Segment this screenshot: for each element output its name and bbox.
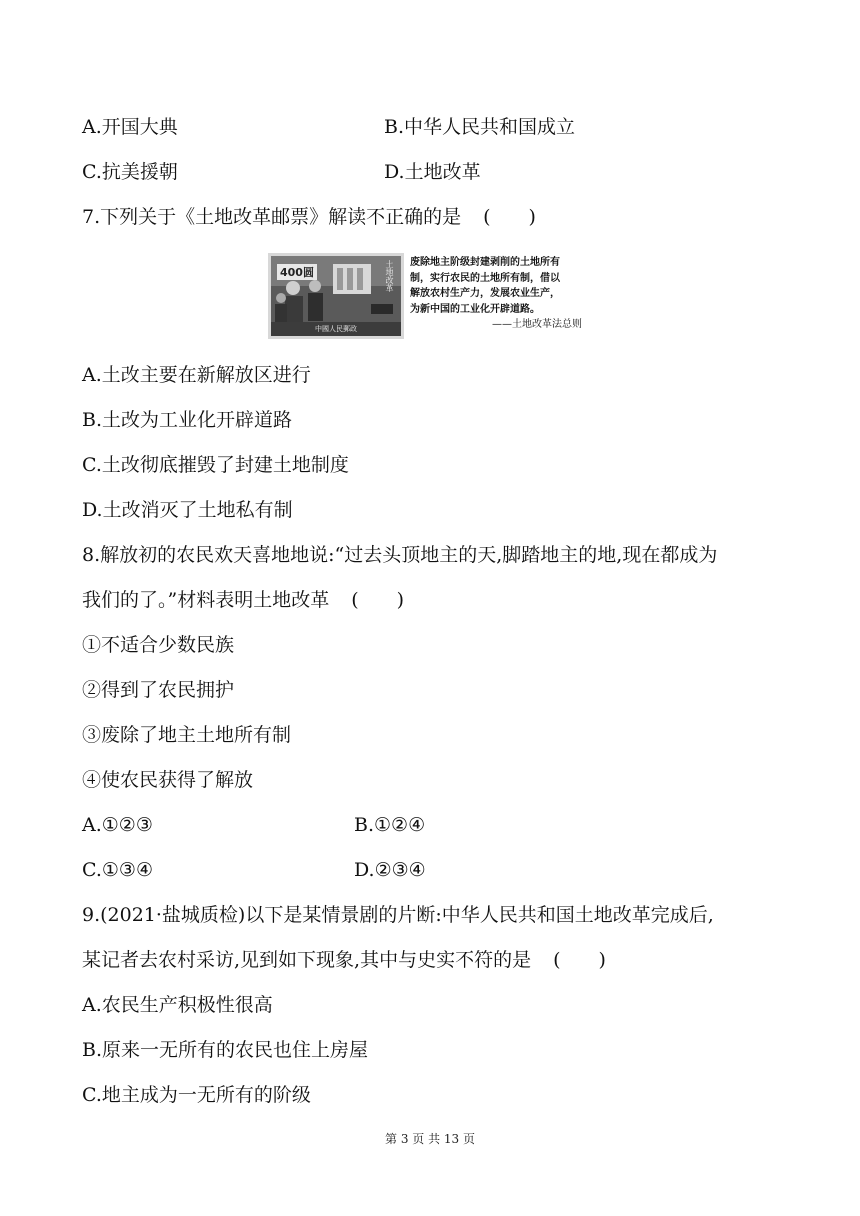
q8-statement: ②得到了农民拥护 <box>82 679 235 701</box>
q7-stem-text: 7.下列关于《土地改革邮票》解读不正确的是 <box>82 206 462 228</box>
q8-answer-blank: ( ) <box>351 589 405 611</box>
stamp-image <box>268 253 404 339</box>
q8-option-d: D.②③④ <box>354 859 426 881</box>
q7-option-d: D.土改消灭了土地私有制 <box>82 499 293 521</box>
stamp-denomination: 400圆 <box>277 264 317 280</box>
q8-option-c: C.①③④ <box>82 859 153 881</box>
quote-line: 解放农村生产力，发展农业生产， <box>410 288 560 299</box>
stamp-quote <box>410 255 590 333</box>
q6-option-c: C.抗美援朝 <box>82 161 178 183</box>
q7-option-a: A.土改主要在新解放区进行 <box>82 364 311 386</box>
quote-line: 废除地主阶级封建剥削的土地所有 <box>410 257 560 268</box>
q9-stem-line1: 9.(2021·盐城质检)以下是某情景剧的片断:中华人民共和国土地改革完成后, <box>82 904 714 926</box>
q8-stem-text: 我们的了。”材料表明土地改革 <box>82 589 330 611</box>
quote-source: ——土地改革法总则 <box>492 319 582 330</box>
quote-line: 为新中国的工业化开辟道路。 <box>410 303 540 315</box>
q7-stem <box>82 205 536 229</box>
q6-option-b: B.中华人民共和国成立 <box>384 116 576 138</box>
q9-option-a: A.农民生产积极性很高 <box>82 994 273 1016</box>
q7-option-b: B.土改为工业化开辟道路 <box>82 409 293 431</box>
q8-statement: ①不适合少数民族 <box>82 634 235 656</box>
stamp-country: 中國人民郵政 <box>315 325 357 333</box>
q8-stem-line2 <box>82 588 404 612</box>
q9-stem-line2 <box>82 948 606 972</box>
q9-option-c: C.地主成为一无所有的阶级 <box>82 1084 311 1106</box>
quote-line: 制，实行农民的土地所有制，借以 <box>410 272 560 284</box>
stamp-title: 土地改革 <box>385 260 394 292</box>
q9-stem-text: 某记者去农村采访,见到如下现象,其中与史实不符的是 <box>82 949 532 971</box>
page-footer: 第 3 页 共 13 页 <box>385 1132 475 1146</box>
q8-option-b: B.①②④ <box>354 814 426 836</box>
q8-statement: ④使农民获得了解放 <box>82 769 254 791</box>
q9-option-b: B.原来一无所有的农民也住上房屋 <box>82 1039 369 1061</box>
q8-statement: ③废除了地主土地所有制 <box>82 724 292 746</box>
land-reform-stamp-figure <box>268 253 588 339</box>
q8-stem-line1: 8.解放初的农民欢天喜地地说:“过去头顶地主的天,脚踏地主的地,现在都成为 <box>82 544 718 566</box>
q9-answer-blank: ( ) <box>553 949 606 971</box>
q6-option-a: A.开国大典 <box>82 116 178 138</box>
q7-answer-blank: ( ) <box>483 206 536 228</box>
q6-option-d: D.土地改革 <box>384 161 481 183</box>
q8-option-a: A.①②③ <box>82 814 153 836</box>
q7-option-c: C.土改彻底摧毁了封建土地制度 <box>82 454 349 476</box>
